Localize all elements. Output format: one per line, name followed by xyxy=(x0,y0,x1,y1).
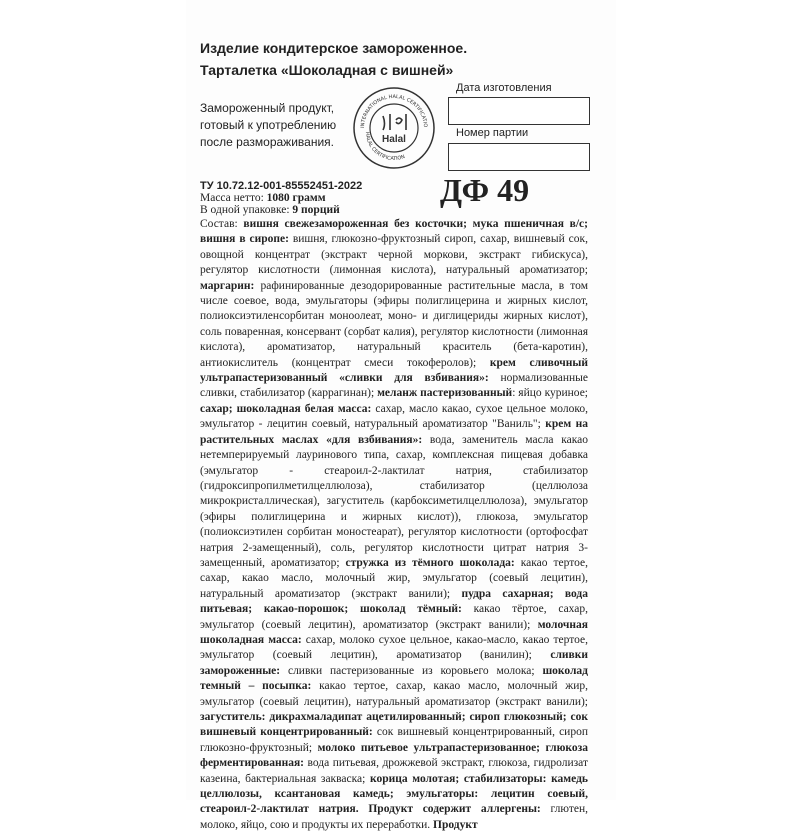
composition-segment: молоко питьевое ультрапастеризованное; глюкоза ферментированная: xyxy=(200,741,589,770)
composition-segment: рафинированные дезодорированные растительные масла, в том числе соевое, вода, эмульгаторы (эфиры полиглицерина и жирных кислот, полиоксиэтиленсорбитан моноолеат, моно- и диглицериды жирных кислот), соль поваренная, консервант (сорбат калия), регулятор кислотности (лимонная кислота), ароматизатор, натуральный краситель (бета-каротин), антиокислитель (концентрат смеси токоферолов); xyxy=(200,279,588,369)
net-mass xyxy=(200,192,326,204)
net-mass-label: Масса нетто: xyxy=(200,192,264,204)
composition-segment: сок вишневый концентрированный, сироп глюкозно-фруктозный; xyxy=(200,726,588,754)
composition-segment: меланж пастеризованный xyxy=(377,387,513,400)
composition-segment: молочная шоколадная масса: xyxy=(200,618,588,646)
composition-segment: какао тёртое, сахар, эмульгатор (соевый лецитин), ароматизатор (экстракт ванили); xyxy=(200,603,588,631)
halal-center-text: Halal xyxy=(382,134,406,145)
net-mass-value: 1080 грамм xyxy=(266,192,326,204)
composition-segment: глютен, молоко, яйцо, сою и продукты их переработки. xyxy=(200,803,588,831)
tu-standard: ТУ 10.72.12-001-85552451-2022 xyxy=(200,180,363,192)
composition-segment: маргарин: xyxy=(200,279,255,292)
composition-segment: вода, заменитель масла какао нетемперируемый лауринового типа, сахар, комплексная пищевая добавка (эмульгатор - стеароил-2-лактилат натрия, стабилизатор (гидроксипропилметилцеллюлоза), стабилизатор (целлюлоза микрокристаллическая), загуститель (карбоксиметилцеллюлоза), эмульгатор (эфиры полиглицерина и жирных кислот)), глюкоза, эмульгатор (полиоксиэтилен сорбитан моностеарат), регулятор кислотности (ортофосфат натрия 2-замещенный), соль, регулятор кислотности цитрат натрия 3-замещенный, ароматизатор; xyxy=(200,433,588,569)
product-category-title: Изделие кондитерское замороженное. xyxy=(200,40,468,56)
composition-segment: вода питьевая, дрожжевой экстракт, глюкоза, гидролизат казеина, бактериальная закваска; xyxy=(200,757,588,785)
composition-segment: сливки замороженные: xyxy=(200,649,588,677)
composition-segment: вишня свежезамороженная без косточки; мука пшеничная в/с; вишня в сиропе: xyxy=(200,218,588,246)
pack-portions-value: 9 порций xyxy=(292,204,340,216)
product-code: ДФ 49 xyxy=(440,172,530,208)
composition-segment: Состав: xyxy=(200,218,244,230)
composition-segment: Продукт xyxy=(433,818,478,831)
composition-segment: вишня, глюкозно-фруктозный сироп, сахар, вишневый сок, овощной концентрат (экстракт черной моркови, экстракт гибискуса), регулятор кислотности (лимонная кислота), натуральный ароматизатор; xyxy=(200,233,588,277)
composition-segment: сливки пастеризованные из коровьего молока; xyxy=(280,664,543,677)
composition-segment: корица молотая; стабилизаторы: камедь целлюлозы, ксантановая камедь; эмульгаторы: лецитин соевый, стеароил-2-лактилат натрия. Продукт содержит аллергены: xyxy=(200,772,588,816)
halal-arabic-glyph-icon xyxy=(383,114,406,130)
composition-segment: пудра сахарная; вода питьевая; какао-порошок; шоколад тёмный: xyxy=(200,587,588,616)
composition-segment: стружка из тёмного шоколада: xyxy=(345,556,515,569)
composition-segment: сахар, масло какао, сухое цельное молоко, эмульгатор - лецитин соевый, натуральный ароматизатор "Ваниль"; xyxy=(200,402,589,431)
manufacture-date-box xyxy=(448,97,590,125)
composition-segment: нормализованные сливки, стабилизатор (каррагинан); xyxy=(200,372,588,400)
composition-text xyxy=(200,217,589,831)
product-description: Замороженный продукт, готовый к употреблению после размораживания. xyxy=(200,101,337,149)
pack-portions-label: В одной упаковке: xyxy=(200,204,290,216)
batch-number-box xyxy=(448,143,590,171)
product-name-title: Тарталетка «Шоколадная с вишней» xyxy=(200,62,454,78)
composition-segment: загуститель: дикрахмаладипат ацетилированный; сироп глюкозный; сок вишневый концентрированный: xyxy=(200,711,588,739)
halal-certification-logo xyxy=(352,86,436,170)
composition-segment: какао тертое, сахар, какао масло, молочный жир, эмульгатор (соевый лецитин), натуральный ароматизатор (экстракт ванили); xyxy=(200,556,588,600)
composition-segment: сахар; шоколадная белая масса: xyxy=(200,402,372,415)
batch-number-label: Номер партии xyxy=(456,127,529,139)
halal-ring-text: INTERNATIONAL HALAL CERTIFICATIO xyxy=(359,93,429,129)
composition-segment: какао тертое, сахар, какао масло, молочный жир, эмульгатор (соевый лецитин), натуральный ароматизатор (экстракт ванили); xyxy=(200,680,588,708)
halal-bottom-text: HALAL CERTIFICATION xyxy=(363,131,406,163)
composition-segment: крем сливочный ультрапастеризованный «сливки для взбивания»: xyxy=(200,356,588,385)
composition-segment: крем на растительных маслах «для взбивания»: xyxy=(200,418,588,446)
composition-segment: : яйцо куриное; xyxy=(512,387,588,400)
composition-segment: шоколад темный – посыпка: xyxy=(200,664,588,693)
composition-segment: сахар, молоко сухое цельное, какао-масло, какао тертое, эмульгатор (соевый лецитин), ароматизатор (ванилин); xyxy=(200,633,588,662)
manufacture-date-label: Дата изготовления xyxy=(456,82,552,94)
pack-portions xyxy=(200,204,340,216)
